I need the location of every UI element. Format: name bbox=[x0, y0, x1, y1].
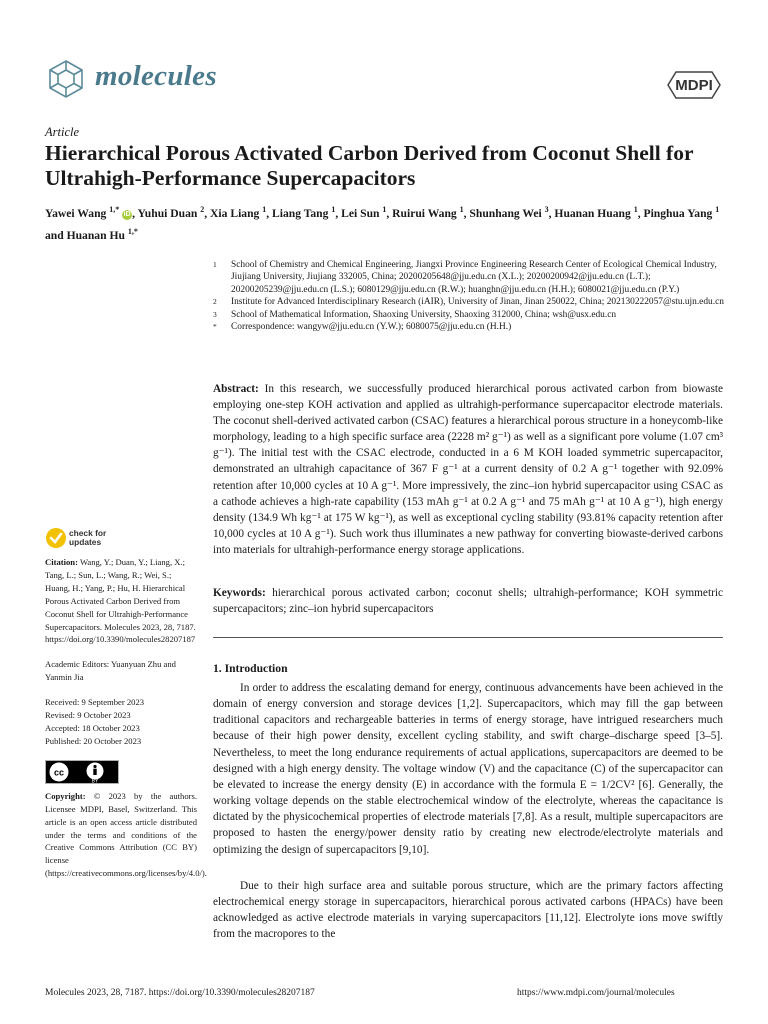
author-name[interactable]: Huanan Hu bbox=[66, 228, 128, 242]
svg-text:cc: cc bbox=[53, 767, 65, 778]
affiliation-number: 3 bbox=[213, 309, 217, 319]
author-name[interactable]: Pinghua Yang bbox=[643, 206, 716, 220]
author-affiliation-mark: 1 bbox=[331, 205, 336, 214]
section-heading: 1. Introduction bbox=[213, 662, 288, 675]
affiliation-item bbox=[213, 296, 733, 308]
check-updates-button[interactable] bbox=[45, 527, 125, 551]
author-name[interactable]: Xia Liang bbox=[210, 206, 263, 220]
affiliation-number: 2 bbox=[213, 297, 217, 307]
orcid-icon[interactable]: iD bbox=[123, 210, 131, 218]
intro-paragraph-1 bbox=[213, 680, 723, 858]
intro-paragraph-1-text: In order to address the escalating demand for energy, continuous advancements have been achieved in the domain of energy conversion and storage devices [1,2]. Supercapacitors, which may fill the gap between traditional capacitors and rechargeable batteries in terms of energy storage, have intrigued researchers much because of their high power density, excellent cycling stability, and swift charge–discharge speed [3–5]. Nevertheless, to meet the long endurance requirements of actual applications, supercapacitors are deemed to be designed with a high energy density. The voltage window (V) and the capacitance (C) of the supercapacitor can be elevated to increase the energy density (E) in accordance with the formula E = 1/2CV² [6]. Generally, the working voltage depends on the stable electrochemical window of the electrolyte, whereas the capacitance is dictated by the physicochemical properties of electrode materials [7,8]. As a result, multiple supercapacitors are proposed to hasten the energy/power density ratio by creating new electrode/electrolyte materials and optimizing the design of supercapacitors [9,10]. bbox=[213, 682, 723, 856]
footer-journal-url[interactable]: https://www.mdpi.com/journal/molecules bbox=[517, 988, 675, 998]
affiliation-text: Institute for Advanced Interdisciplinary Research (iAIR), University of Jinan, Jinan 250022, China; 202130222057@stu.ujn.edu.cn bbox=[231, 297, 724, 308]
affiliation-text: School of Mathematical Information, Shaoxing University, Shaoxing 312000, China; wsh@usx.edu.cn bbox=[231, 309, 617, 320]
copyright-label: Copyright: bbox=[45, 790, 86, 801]
section-divider bbox=[213, 637, 723, 638]
check-updates-label: check for updates bbox=[69, 528, 107, 547]
intro-paragraph-2 bbox=[213, 878, 723, 943]
keywords bbox=[213, 585, 723, 617]
keywords-text: hierarchical porous activated carbon; coconut shells; ultrahigh-performance; KOH symmetric supercapacitors; zinc–ion hybrid supercapacitors bbox=[213, 587, 723, 616]
author-name[interactable]: Yawei Wang bbox=[45, 206, 110, 220]
author-list: Yawei Wang $^{1,*}$ iD , Yuhui Duan $^2$, Xia Liang $^1$, Liang Tang $^1$, Lei Sun $^1$, Ruirui Wang $^1$, Shunhang Wei $^3$, Huanan Huang $^1$, Pinghua Yang $^1$ and Huanan Hu $^{1,*}$ bbox=[45, 205, 720, 242]
intro-paragraph-2-text: Due to their high surface area and suitable porous structure, which are the primary factors affecting electrochemical energy storage in supercapacitors, hierarchical porous activated carbons (HPACs) have been acknowledged as active electrode materials in varying supercapacitors [11,12]. Electrolyte ions move swiftly from the macropores to the bbox=[213, 880, 723, 941]
citation bbox=[45, 556, 197, 646]
affiliations bbox=[213, 259, 733, 333]
affiliation-item bbox=[213, 321, 733, 333]
author-affiliation-mark: 1 bbox=[459, 205, 464, 214]
author-name[interactable]: Lei Sun bbox=[341, 206, 383, 220]
copyright bbox=[45, 790, 207, 880]
abstract bbox=[213, 381, 723, 558]
affiliation-number: * bbox=[213, 322, 217, 332]
check-updates-icon bbox=[45, 527, 67, 549]
author-name[interactable]: Yuhui Duan bbox=[137, 206, 201, 220]
citation-text: Wang, Y.; Duan, Y.; Liang, X.; Tang, L.; Sun, L.; Wang, R.; Wei, S.; Huang, H.; Yang, P.; Hu, H. Hierarchical Porous Activated Carbon Derived from Coconut Shell for Ultrahigh-Performance Supercapacitors. Molecules 2023, 28, 7187. https://doi.org/10.3390/molecules28207187 bbox=[45, 557, 196, 645]
affiliation-number: 1 bbox=[213, 260, 217, 269]
affiliation-text: Correspondence: wangyw@jju.edu.cn (Y.W.); 6080075@jju.edu.cn (H.H.) bbox=[231, 322, 512, 333]
hexagon-molecule-icon bbox=[44, 58, 88, 102]
svg-text:BY: BY bbox=[91, 778, 99, 784]
affiliation-text: School of Chemistry and Chemical Engineering, Jiangxi Province Engineering Research Center of Ecological Chemical Industry, Jiujiang University, Jiujiang 332005, China; 20200205648@jju.edu.cn (X.L.); 20200200942@jju.edu.cn (L.T.); 20200205239@jju.edu.cn (L.S.); 6080129@jju.edu.cn (R.W.); huanghn@jju.edu.cn (H.H.); 6080021@jju.edu.cn (P.Y.) bbox=[231, 260, 717, 295]
author-affiliation-mark: 1,* bbox=[109, 205, 120, 214]
author-affiliation-mark: 3 bbox=[544, 205, 549, 214]
citation-label: Citation: bbox=[45, 557, 78, 567]
keywords-label: Keywords: bbox=[213, 587, 266, 599]
abstract-label: Abstract: bbox=[213, 383, 259, 395]
abstract-text: In this research, we successfully produced hierarchical porous activated carbon from biowaste employing one-step KOH activation and applied as ultrahigh-performance supercapacitor electrode materials. The coconut shell-derived activated carbon (CSAC) features a hierarchical porous structure in a honeycomb-like morphology, leading to a high specific surface area (2228 m² g⁻¹) as well as a significant pore volume (1.07 cm³ g⁻¹). The initial test with the CSAC electrode, conducted in a 6 M KOH loaded symmetric supercapacitor, demonstrated an ultrahigh capacitance of 367 F g⁻¹ at a current density of 0.2 A g⁻¹ together with 92.09% retention after 10,000 cycles at 10 A g⁻¹. More impressively, the zinc–ion hybrid supercapacitor using CSAC as a cathode achieves a high-rate capability (153 mAh g⁻¹ at 0.2 A g⁻¹ and 75 mAh g⁻¹ at 10 A g⁻¹), high energy density (134.9 Wh kg⁻¹ at 175 W kg⁻¹), as well as exceptional cycling stability (93.81% capacity retention after 10,000 cycles at 10 A g⁻¹). Such work thus illuminates a new pathway for converting biowaste-derived carbons into materials for ultrahigh-performance energy storage applications. bbox=[213, 383, 723, 556]
footer-citation[interactable]: Molecules 2023, 28, 7187. https://doi.org/10.3390/molecules28207187 bbox=[45, 988, 315, 998]
accepted-date: Accepted: 18 October 2023 bbox=[45, 722, 140, 733]
author-name[interactable]: Ruirui Wang bbox=[392, 206, 460, 220]
author-name[interactable]: Liang Tang bbox=[272, 206, 332, 220]
mdpi-logo-text: MDPI bbox=[675, 76, 713, 94]
affiliation-item bbox=[213, 309, 733, 321]
author-affiliation-mark: 1 bbox=[633, 205, 638, 214]
cc-by-icon[interactable] bbox=[45, 760, 119, 784]
article-type: Article bbox=[45, 125, 80, 139]
mdpi-logo[interactable] bbox=[666, 70, 722, 100]
received-date: Received: 9 September 2023 bbox=[45, 697, 145, 708]
author-affiliation-mark: 1 bbox=[382, 205, 387, 214]
author-affiliation-mark: 2 bbox=[200, 205, 205, 214]
affiliation-item bbox=[213, 259, 733, 296]
academic-editors: Academic Editors: Yuanyuan Zhu and Yanmin Jia bbox=[45, 659, 176, 683]
journal-name[interactable]: molecules bbox=[95, 60, 217, 92]
author-name[interactable]: Shunhang Wei bbox=[469, 206, 545, 220]
published-date: Published: 20 October 2023 bbox=[45, 735, 142, 746]
revised-date: Revised: 9 October 2023 bbox=[45, 710, 131, 721]
author-affiliation-mark: 1,* bbox=[127, 226, 138, 236]
author-name[interactable]: Huanan Huang bbox=[554, 206, 634, 220]
article-title: Hierarchical Porous Activated Carbon Derived from Coconut Shell for Ultrahigh-Performance Supercapacitors bbox=[45, 141, 694, 190]
copyright-text: © 2023 by the authors. Licensee MDPI, Basel, Switzerland. This article is an open access article distributed under the terms and conditions of the Creative Commons Attribution (CC BY) license (https://creativecommons.org/licenses/by/4.0/). bbox=[45, 790, 207, 879]
author-affiliation-mark: 1 bbox=[262, 205, 267, 214]
author-affiliation-mark: 1 bbox=[715, 205, 720, 214]
article-sidebar bbox=[45, 556, 207, 880]
